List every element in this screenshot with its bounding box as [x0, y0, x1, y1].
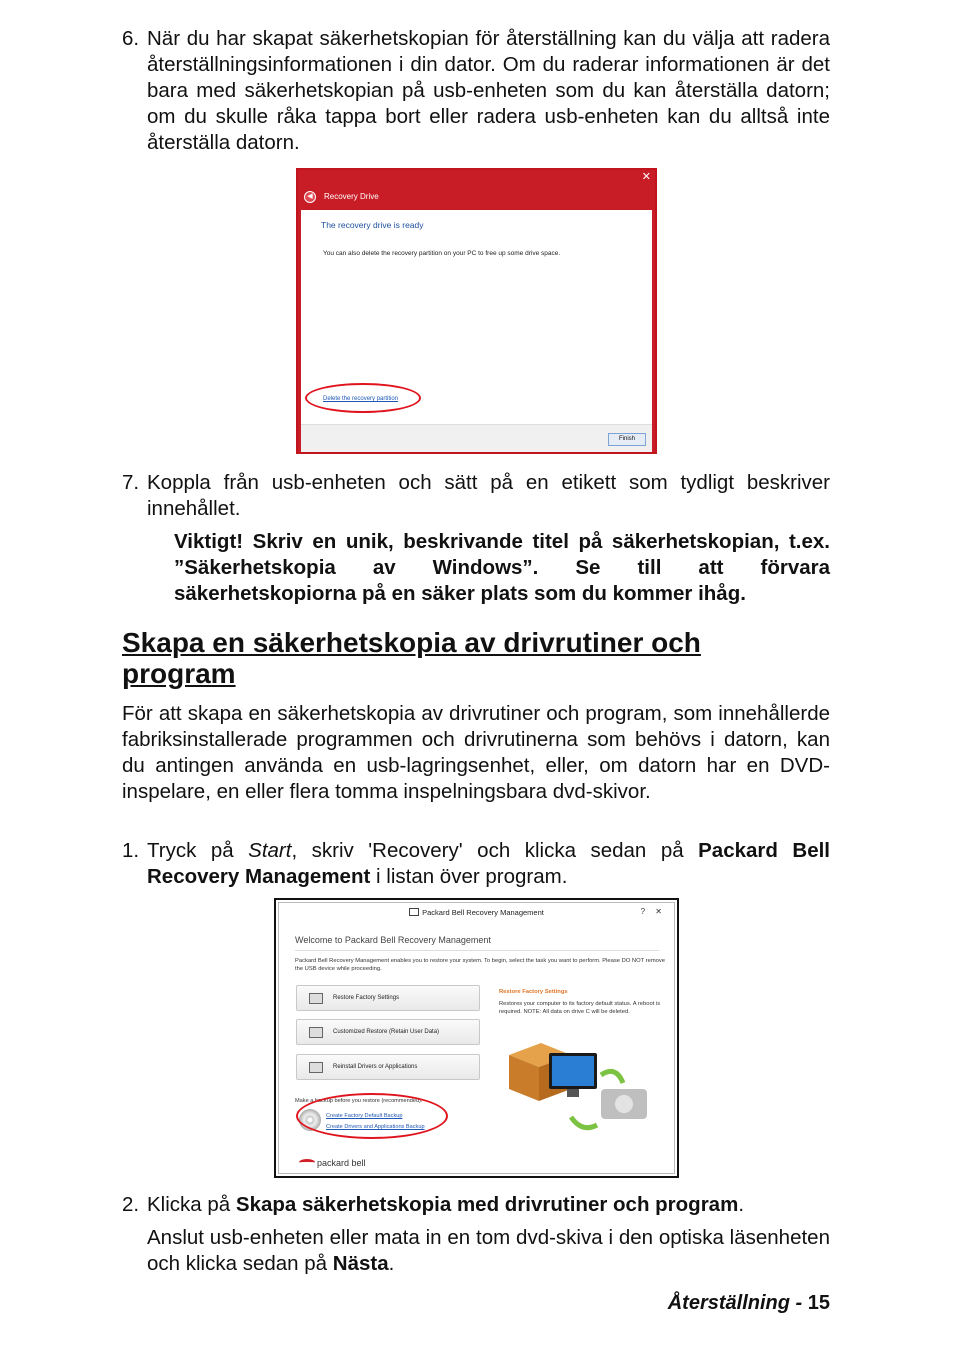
step2-text-b: . — [738, 1193, 745, 1216]
logo-text: packard bell — [317, 1158, 366, 1168]
page-footer — [668, 1292, 830, 1315]
important-note: Viktigt! Skriv en unik, beskrivande titel på säkerhetskopian, t.ex. ”Säkerhetskopia av Windows”. Se till att förvara säkerhetskopiorna på en säker plats som du kommer ihåg. — [174, 530, 830, 605]
list-number-7: 7. — [122, 471, 140, 494]
finish-button[interactable]: Finish — [608, 433, 646, 446]
side-description: Restores your computer to its factory default status. A reboot is required. NOTE: All data on drive C will be deleted. — [499, 1001, 661, 1015]
wizard-description: You can also delete the recovery partition on your PC to free up some drive space. — [323, 250, 561, 257]
delete-partition-link[interactable]: Delete the recovery partition — [323, 396, 399, 402]
highlight-circle — [305, 383, 421, 413]
app-intro: Packard Bell Recovery Management enables you to restore your system. To begin, select the task you want to perform. Please DO NOT remove the USB device while proceeding. — [295, 958, 665, 972]
option-label: Reinstall Drivers or Applications — [333, 1064, 418, 1070]
reinstall-drivers-button[interactable] — [296, 1054, 480, 1080]
list-number-2: 2. — [122, 1193, 140, 1216]
customized-restore-button[interactable] — [296, 1019, 480, 1045]
backup-note: Make a backup before you restore (recommended). — [295, 1098, 423, 1104]
window-controls[interactable]: ? ✕ — [640, 907, 666, 916]
apps-icon — [309, 1062, 323, 1073]
restore-icon — [309, 993, 323, 1004]
option-label: Customized Restore (Retain User Data) — [333, 1029, 440, 1035]
side-title: Restore Factory Settings — [499, 989, 568, 995]
wizard-footer — [301, 424, 652, 452]
step2c-text-a: Anslut usb-enheten eller mata in en tom dvd-skiva i den optiska läsenheten och klicka sedan på — [147, 1226, 830, 1275]
recovery-illustration-icon — [501, 1035, 661, 1135]
step2c-bold: Nästa — [332, 1252, 389, 1275]
window-titlebar — [298, 170, 655, 210]
step1-text-c: i listan över program. — [370, 865, 568, 888]
section-intro: För att skapa en säkerhetskopia av drivrutiner och program, som innehållerde fabriksinstallerade programmen och drivrutinerna som behövs i datorn, kan du antingen använda en usb-lagringsenhet, eller, om datorn har en DVD-inspelare, en eller flera tomma inspelningsbara dvd-skivor. — [122, 702, 830, 803]
option-label: Restore Factory Settings — [333, 995, 400, 1001]
footer-title: Återställning - — [667, 1292, 803, 1314]
paragraph-item-7: Koppla från usb-enheten och sätt på en etikett som tydligt beskriver innehållet. — [147, 471, 830, 520]
step1-text-a: Tryck på — [147, 839, 249, 862]
create-factory-backup-link[interactable]: Create Factory Default Backup — [326, 1113, 403, 1119]
arrow-down — [571, 1117, 597, 1128]
step1-text-b: , skriv 'Recovery' och klicka sedan på — [291, 839, 699, 862]
window-title: Recovery Drive — [324, 192, 379, 201]
step2-text-a: Klicka på — [147, 1193, 236, 1216]
divider — [295, 950, 659, 951]
paragraph-step-1 — [147, 838, 830, 890]
paragraph-step-2 — [147, 1192, 830, 1218]
app-title-text: Packard Bell Recovery Management — [422, 908, 544, 917]
create-drivers-backup-link[interactable]: Create Drivers and Applications Backup — [326, 1124, 425, 1130]
paragraph-item-6: När du har skapat säkerhetskopian för återställning kan du välja att radera återställningsinformationen i din dator. Om du raderar informationen är det bara med säkerhetskopian på usb-enheten som du kan återställa datorn; om du skulle råka tappa bort eller radera usb-enheten kan du alltså inte återställa datorn. — [147, 27, 830, 154]
arrow-up — [601, 1071, 623, 1083]
step2-bold: Skapa säkerhetskopia med drivrutiner och program — [235, 1193, 739, 1216]
paragraph-step-2-cont — [147, 1225, 830, 1277]
back-arrow-icon[interactable]: ◀ — [304, 191, 316, 203]
logo-icon — [299, 1159, 315, 1166]
app-title — [279, 908, 674, 917]
list-number-6: 6. — [122, 27, 140, 50]
hdd-platter — [615, 1095, 633, 1113]
welcome-heading: Welcome to Packard Bell Recovery Management — [295, 935, 491, 945]
step2c-text-b: . — [388, 1252, 395, 1275]
monitor-screen — [552, 1056, 594, 1086]
section-heading: Skapa en säkerhetskopia av drivrutiner och program — [122, 627, 701, 689]
app-icon — [409, 908, 419, 916]
step1-bold: Packard Bell Recovery Management — [147, 839, 830, 888]
step1-start: Start — [248, 839, 292, 862]
restore-factory-button[interactable] — [296, 985, 480, 1011]
brand-logo — [299, 1158, 366, 1168]
close-icon[interactable]: ✕ — [641, 171, 651, 183]
wizard-body — [301, 210, 652, 452]
list-number-1: 1. — [122, 839, 140, 862]
drive-icon — [309, 1027, 323, 1038]
highlight-circle — [296, 1093, 448, 1139]
monitor-stand — [567, 1089, 579, 1097]
page-number: 15 — [807, 1292, 830, 1314]
wizard-heading: The recovery drive is ready — [321, 220, 424, 230]
